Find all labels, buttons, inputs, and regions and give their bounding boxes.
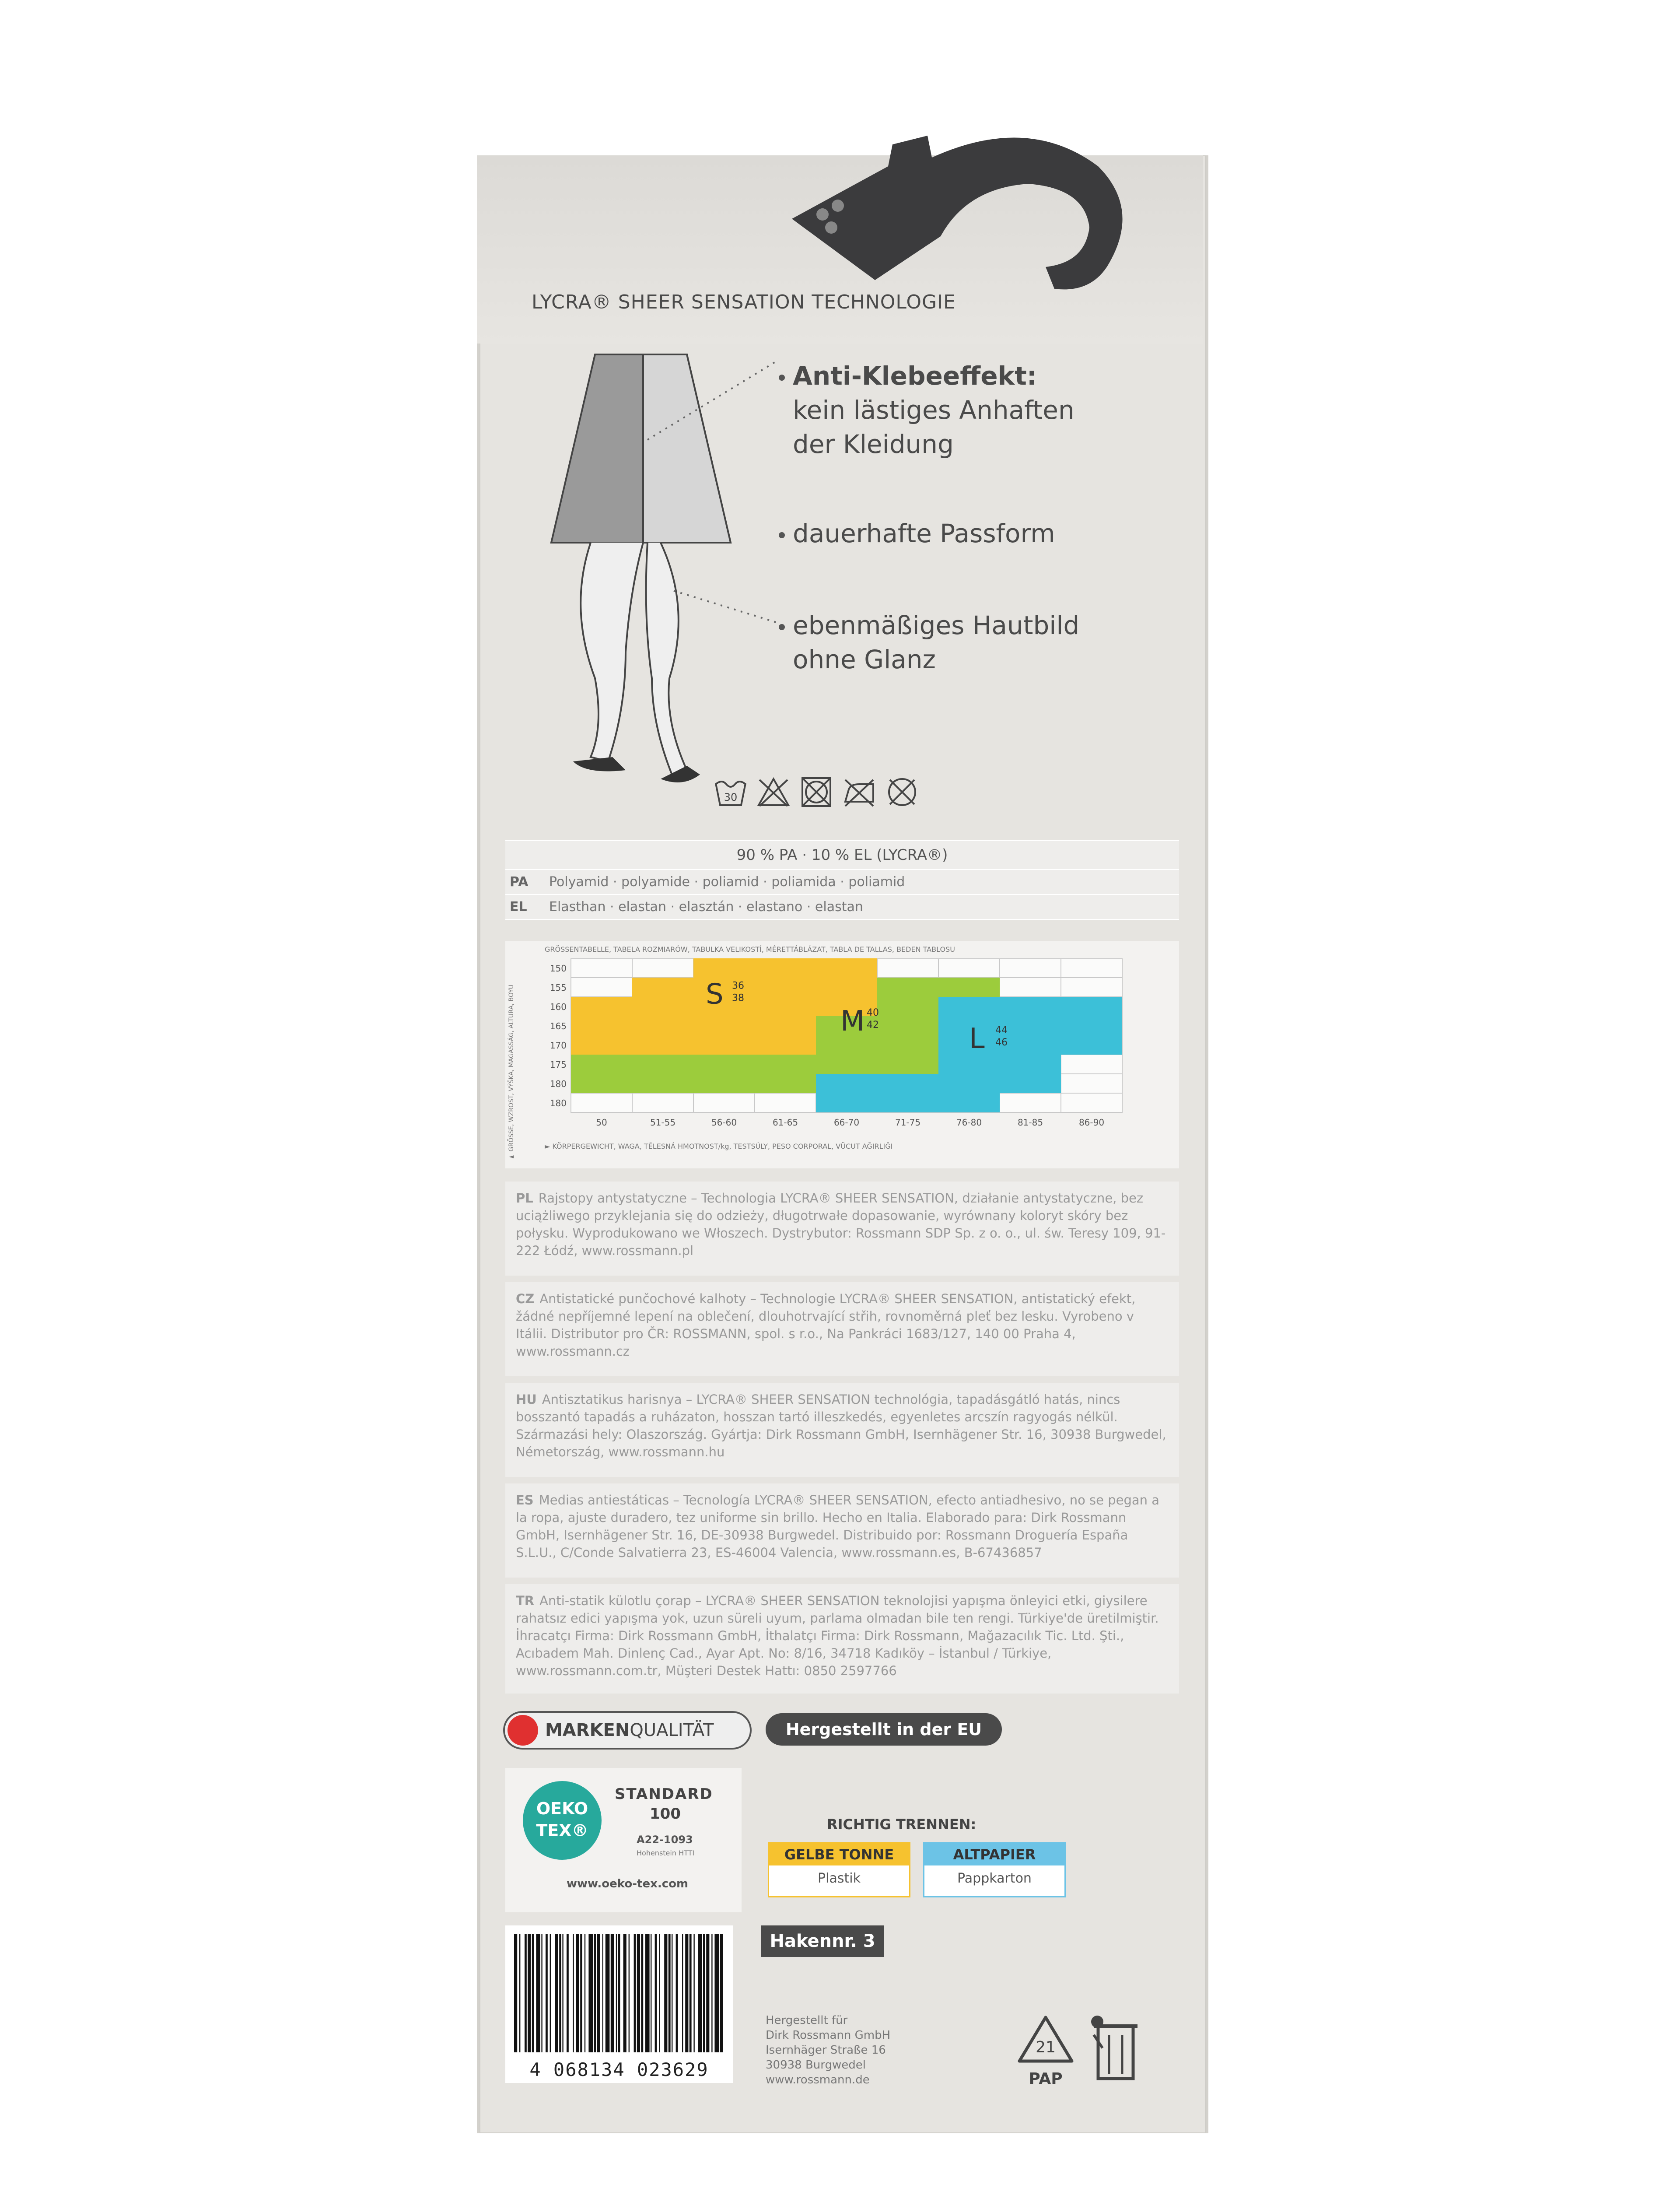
- weight-tick: 61-65: [772, 1117, 798, 1128]
- barcode-bar: [559, 1934, 561, 2052]
- feature-anti-cling: [779, 359, 1074, 461]
- barcode-bar: [637, 1934, 640, 2052]
- no-bleach-icon: [756, 775, 791, 810]
- height-tick: 160: [550, 1002, 567, 1012]
- barcode-bar: [693, 1934, 694, 2052]
- size-region: [938, 1055, 1061, 1074]
- barcode-bar: [703, 1934, 705, 2052]
- height-tick: 170: [550, 1040, 567, 1051]
- translation-lang: ES: [516, 1493, 534, 1508]
- bullet-dot: [779, 375, 785, 381]
- size-region: [571, 1035, 816, 1055]
- composition-code: PA: [510, 874, 528, 890]
- no-dry-clean-icon: [885, 775, 920, 810]
- grid-cell: [1061, 1074, 1122, 1093]
- size-region: [632, 978, 877, 997]
- marken-word: MARKEN: [545, 1720, 630, 1740]
- size-region: [938, 1016, 1122, 1035]
- oeko-logo-bottom: TEX®: [536, 1821, 588, 1840]
- barcode-bar: [584, 1934, 585, 2052]
- barcode-bar: [682, 1934, 683, 2052]
- grid-cell: [571, 1093, 632, 1112]
- barcode-bar: [618, 1934, 620, 2052]
- manufacturer-line: www.rossmann.de: [766, 2073, 870, 2086]
- barcode-bar: [550, 1934, 551, 2052]
- barcode-bar: [645, 1934, 650, 2052]
- barcode-bar: [668, 1934, 671, 2052]
- size-eu: 38: [732, 992, 744, 1004]
- barcode-bars: [505, 1930, 733, 2057]
- weight-tick: 50: [596, 1117, 607, 1128]
- grid-cell: [632, 1093, 693, 1112]
- barcode-bar: [714, 1934, 719, 2052]
- oeko-tex-label: [505, 1768, 742, 1912]
- bin-name: GELBE TONNE: [769, 1844, 909, 1865]
- grid-cell: [1061, 1055, 1122, 1074]
- grid-cell: [1061, 958, 1122, 978]
- barcode-bar: [634, 1934, 636, 2052]
- translation-text: Antistatické punčochové kalhoty – Technologie LYCRA® SHEER SENSATION, antistatický efekt, žádné nepříjemné lepení na oblečení, dlouhotrvající střih, rovnoměrná pleť bez lesku. Vyrobeno v Itálii. Distributor pro ČR: ROSSMANN, spol. s r.o., Na Pankráci 1683/127, 140 00 Praha 4, www.rossmann.cz: [516, 1291, 1136, 1359]
- barcode-bar: [541, 1934, 542, 2052]
- size-region: [877, 978, 1000, 997]
- barcode-bar: [641, 1934, 643, 2052]
- grid-cell: [938, 958, 1000, 978]
- translation-text: Anti-statik külotlu çorap – LYCRA® SHEER SENSATION teknolojisi yapışma önleyici etki, giysilere rahatsız edici yapışma yok, uzun süreli uyum, parlama olmadan bile ten rengi. Türkiye'de üretilmiştir. İhracatçı Firma: Dirk Rossmann GmbH, İthalatçı Firma: Dirk Rossmann, Mağazacılık Tic. Ltd. Şti., Acıbadem Mah. Dinlenç Cad., Ayar Apt. No: 8/16, 34718 Kadıköy – İstanbul / Türkiye, www.rossmann.com.tr, Müşteri Destek Hattı: 0850 2597766: [516, 1593, 1159, 1678]
- height-tick: 155: [550, 982, 567, 993]
- height-tick: 175: [550, 1059, 567, 1070]
- size-eu: 44: [995, 1024, 1008, 1036]
- hanger-hook-icon: [783, 118, 1203, 319]
- size-region: [571, 1074, 816, 1093]
- size-region: [571, 1016, 816, 1035]
- recycle-triangle-icon: [1015, 2013, 1076, 2070]
- wash-30-icon: [713, 775, 748, 810]
- oeko-institute: Hohenstein HTTI: [637, 1849, 695, 1857]
- barcode-bar: [698, 1934, 702, 2052]
- barcode-bar: [685, 1934, 688, 2052]
- barcode-bar: [555, 1934, 558, 2052]
- grid-cell: [693, 1093, 755, 1112]
- size-eu: 46: [995, 1037, 1008, 1048]
- feature-line: kein lästiges Anhaften: [793, 395, 1074, 425]
- translation-es: [505, 1483, 1179, 1578]
- composition-row: [505, 895, 1179, 920]
- no-tumble-dry-icon: [799, 775, 834, 810]
- oeko-tex-logo: [523, 1781, 602, 1860]
- barcode-bar: [514, 1934, 517, 2052]
- translation-text: Rajstopy antystatyczne – Technologia LYCRA® SHEER SENSATION, działanie antystatyczne, bez uciążliwego przyklejania się do odzieży, długotrwałe dopasowanie, wyrównany koloryt skóry bez połysku. Wyprodukowano we Włoszech. Dystrybutor: Rossmann SDP Sp. z o. o., ul. św. Teresy 109, 91-222 Łódź, www.rossmann.pl: [516, 1191, 1166, 1258]
- weight-tick: 51-55: [650, 1117, 676, 1128]
- qualitaet-word: QUALITÄT: [630, 1720, 714, 1740]
- barcode-bar: [706, 1934, 709, 2052]
- barcode-bar: [525, 1934, 527, 2052]
- grid-cell: [1000, 1093, 1061, 1112]
- barcode-bar: [532, 1934, 534, 2052]
- composition-code: EL: [510, 899, 527, 915]
- composition-header: 90 % PA · 10 % EL (LYCRA®): [505, 841, 1179, 870]
- grid-cell: [1000, 958, 1061, 978]
- feature-title: Anti-Klebeeffekt:: [793, 361, 1037, 391]
- size-eu: 40: [867, 1007, 879, 1019]
- size-region: [693, 958, 877, 978]
- grid-cell: [755, 1093, 816, 1112]
- recycling-title: RICHTIG TRENNEN:: [827, 1816, 976, 1833]
- manufacturer-line: 30938 Burgwedel: [766, 2058, 866, 2072]
- size-region: [816, 1074, 1061, 1093]
- barcode-bar: [536, 1934, 540, 2052]
- feature-fit: [779, 516, 1055, 551]
- barcode-bar: [528, 1934, 531, 2052]
- translation-tr: [505, 1584, 1179, 1694]
- bin-material: Pappkarton: [957, 1871, 1032, 1886]
- barcode-bar: [676, 1934, 678, 2052]
- grid-cell: [571, 958, 632, 978]
- manufacturer-line: Hergestellt für: [766, 2014, 848, 2027]
- grid-cell: [1061, 1093, 1122, 1112]
- bin-altpapier: [923, 1842, 1066, 1897]
- translation-lang: CZ: [516, 1291, 535, 1306]
- oeko-code: A22-1093: [637, 1834, 693, 1846]
- weight-tick: 76-80: [956, 1117, 982, 1128]
- size-chart: [505, 941, 1179, 1168]
- grid-cell: [571, 978, 632, 997]
- barcode-bar: [567, 1934, 569, 2052]
- recycle-material: PAP: [1029, 2070, 1063, 2088]
- barcode-bar: [580, 1934, 582, 2052]
- barcode-bar: [720, 1934, 723, 2052]
- size-eu: 36: [732, 980, 744, 992]
- translation-text: Antisztatikus harisnya – LYCRA® SHEER SENSATION technológia, tapadásgátló hatás, nincs bosszantó tapadás a ruházaton, hosszan tartó illeszkedés, egyenletes arcszín ragyogás nélkül. Származási hely: Olaszország. Gyártja: Dirk Rossmann GmbH, Isernhägener Str. 16, 30938 Burgwedel, Németország, www.rossmann.hu: [516, 1392, 1166, 1459]
- bullet-dot: [779, 624, 785, 630]
- barcode-bar: [711, 1934, 712, 2052]
- barcode-bar: [602, 1934, 603, 2052]
- oeko-url: www.oeko-tex.com: [567, 1877, 689, 1890]
- barcode-bar: [629, 1934, 630, 2052]
- size-region: [571, 997, 879, 1019]
- legs-illustration: [542, 346, 779, 796]
- barcode-bar: [562, 1934, 563, 2052]
- size-label: S: [706, 978, 724, 1011]
- feature-skin: [779, 608, 1079, 677]
- size-chart-grid: [540, 958, 1179, 1142]
- height-tick: 165: [550, 1021, 567, 1031]
- weight-tick: 71-75: [895, 1117, 921, 1128]
- manufacturer-address: [766, 2013, 890, 2087]
- barcode-bar: [623, 1934, 626, 2052]
- care-symbols: [713, 775, 920, 810]
- grid-cell: [877, 958, 938, 978]
- manufacturer-line: Dirk Rossmann GmbH: [766, 2029, 891, 2042]
- hook-number: Hakennr. 3: [761, 1925, 884, 1957]
- composition-text: Elasthan · elastan · elasztán · elastano · elastan: [549, 899, 863, 915]
- recycle-code: 21: [1036, 2038, 1056, 2056]
- barcode-bar: [659, 1934, 660, 2052]
- bin-name: ALTPAPIER: [924, 1844, 1064, 1865]
- size-eu: 42: [867, 1020, 879, 1031]
- weight-tick: 56-60: [711, 1117, 737, 1128]
- size-label: M: [840, 1005, 865, 1038]
- oeko-standard: STANDARD: [615, 1785, 713, 1803]
- bullet-dot: [779, 532, 785, 538]
- composition-table: [505, 840, 1179, 920]
- weight-tick: 86-90: [1078, 1117, 1105, 1128]
- wash-temp: 30: [724, 791, 738, 803]
- size-chart-x-label: ► KÖRPERGEWICHT, WAGA, TĚLESNÁ HMOTNOST/kg, TESTSÚLY, PESO CORPORAL, VÜCUT AĞIRLIĞI: [545, 1142, 893, 1150]
- size-chart-y-label: ► GRÖSSE, WZROST, VÝŠKA, MAGASSÁG, ALTURA, BOYU: [508, 985, 515, 1161]
- translation-lang: PL: [516, 1191, 533, 1206]
- barcode-bar: [546, 1934, 548, 2052]
- grid-cell: [632, 958, 693, 978]
- grid-cell: [1061, 978, 1122, 997]
- barcode-bar: [576, 1934, 579, 2052]
- grid-cell: [1000, 978, 1061, 997]
- barcode-bar: [611, 1934, 614, 2052]
- feature-line: ebenmäßiges Hautbild: [793, 610, 1080, 640]
- size-label: L: [969, 1022, 985, 1055]
- barcode-bar: [573, 1934, 574, 2052]
- translation-lang: TR: [516, 1593, 535, 1608]
- barcode-bar: [690, 1934, 692, 2052]
- barcode-bar: [664, 1934, 667, 2052]
- oeko-number: 100: [650, 1805, 681, 1823]
- barcode-bar: [655, 1934, 657, 2052]
- size-region: [877, 997, 938, 1016]
- composition-text: Polyamid · polyamide · poliamid · poliamida · poliamid: [549, 874, 905, 890]
- size-region: [816, 1093, 1000, 1112]
- size-chart-title: GRÖSSENTABELLE, TABELA ROZMIARÓW, TABULKA VELIKOSTÍ, MÉRETTÁBLÁZAT, TABLA DE TALLAS, BEDEN TABLOSU: [545, 945, 955, 954]
- barcode-bar: [588, 1934, 593, 2052]
- barcode: [505, 1925, 733, 2083]
- barcode-number: 4 068134 023629: [529, 2059, 709, 2080]
- barcode-bar: [616, 1934, 617, 2052]
- height-tick: 180: [550, 1098, 567, 1108]
- feature-line: der Kleidung: [793, 429, 954, 459]
- technology-title: LYCRA® SHEER SENSATION TECHNOLOGIE: [532, 291, 956, 313]
- feature-line: ohne Glanz: [793, 645, 936, 674]
- made-in-eu-badge: Hergestellt in der EU: [766, 1713, 1002, 1746]
- translation-lang: HU: [516, 1392, 537, 1407]
- oeko-logo-top: OEKO: [536, 1799, 588, 1818]
- marken-logo-icon: [508, 1715, 538, 1746]
- feature-line: dauerhafte Passform: [793, 519, 1055, 548]
- barcode-bar: [594, 1934, 596, 2052]
- trash-bin-icon: [1085, 2009, 1146, 2087]
- barcode-bar: [597, 1934, 600, 2052]
- manufacturer-line: Isernhäger Straße 16: [766, 2044, 886, 2057]
- barcode-bar: [606, 1934, 610, 2052]
- weight-tick: 81-85: [1017, 1117, 1043, 1128]
- translation-text: Medias antiestáticas – Tecnología LYCRA® SHEER SENSATION, efecto antiadhesivo, no se pegan a la ropa, ajuste duradero, tez uniforme sin brillo. Hecho en Italia. Elaborado para: Dirk Rossmann GmbH, Isernhägener Str. 16, DE-30938 Burgwedel. Distribuido por: Rossmann Droguería España S.L.U., C/Conde Salvatierra 23, ES-46004 Valencia, www.rossmann.es, B-67436857: [516, 1493, 1160, 1560]
- height-tick: 150: [550, 963, 567, 974]
- translation-hu: [505, 1383, 1179, 1477]
- size-region: [571, 1055, 938, 1074]
- no-iron-icon: [842, 775, 877, 810]
- bin-material: Plastik: [818, 1871, 861, 1886]
- weight-tick: 66-70: [833, 1117, 860, 1128]
- translation-cz: [505, 1282, 1179, 1376]
- size-region: [938, 997, 1122, 1016]
- size-region: [816, 1035, 938, 1055]
- bin-gelbe-tonne: [768, 1842, 910, 1897]
- size-region: [938, 1035, 1122, 1055]
- translation-pl: [505, 1182, 1179, 1276]
- marken-qualitaet-badge: [503, 1711, 752, 1750]
- composition-row: [505, 870, 1179, 895]
- barcode-bar: [519, 1934, 520, 2052]
- height-tick: 180: [550, 1079, 567, 1089]
